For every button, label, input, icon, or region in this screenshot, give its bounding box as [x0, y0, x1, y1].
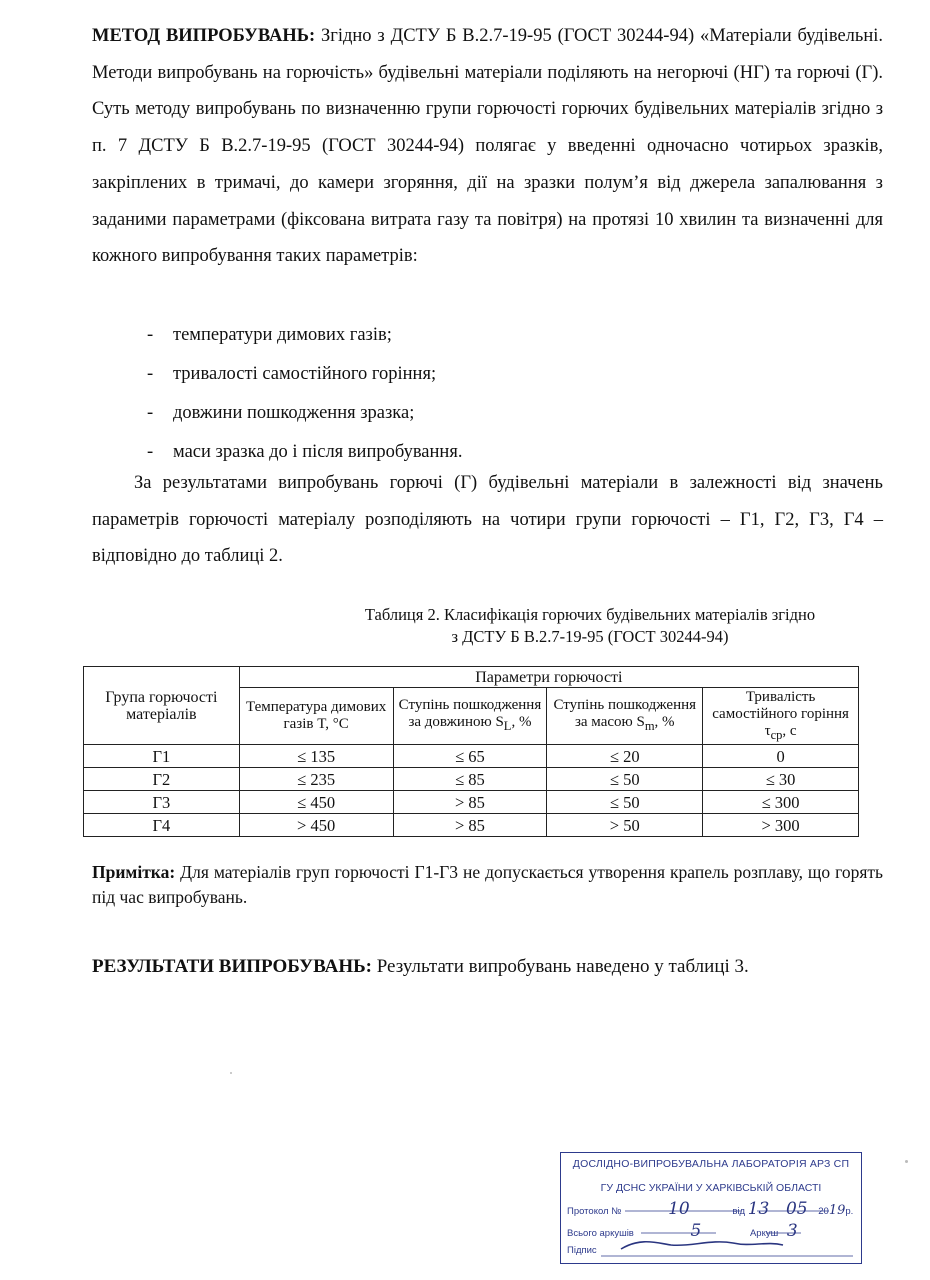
stamp-line1: ДОСЛІДНО-ВИПРОБУВАЛЬНА ЛАБОРАТОРІЯ АРЗ СП: [572, 1158, 850, 1170]
col-duration-header: Тривалість самостійного горіння $\tau_{ср}$, с: [703, 688, 859, 745]
method-text: Згідно з ДСТУ Б В.2.7-19-95 (ГОСТ 30244-94) «Матеріали будівельні. Методи випробувань на горючість» будівельні матеріали поділяють на негорючі (НГ) та горючі (Г). Суть методу випробувань по визначенню групи горючості горючих будівельних матеріалів згідно з п. 7 ДСТУ Б В.2.7-19-95 (ГОСТ 30244-94) полягає у введенні одночасно чотирьох зразків, закріплених в тримачі, до камери згоряння, дії на зразки полум’я від джерела запалювання з заданими параметрами (фіксована витрата газу та повітря) на протязі 10 хвилин та визначенні для кожного випробування таких параметрів:: [92, 26, 883, 267]
table-row: Г1 ≤ 135 ≤ 65 ≤ 20 0: [84, 745, 859, 768]
list-item: - маси зразка до і після випробування.: [147, 442, 463, 462]
method-heading: МЕТОД ВИПРОБУВАНЬ:: [92, 26, 316, 46]
note-paragraph: [92, 860, 883, 910]
params-header: Параметри горючості: [239, 667, 858, 688]
stamp-month: 05: [785, 1199, 808, 1219]
col-length-header: Ступінь пошкодження за довжиною $S_L$, %: [393, 688, 547, 745]
results-heading: РЕЗУЛЬТАТИ ВИПРОБУВАНЬ:: [92, 956, 372, 977]
protocol-number: 10: [668, 1199, 690, 1219]
stamp-protocol-row: Протокол № 10 від 13 05 2019р.: [567, 1199, 854, 1219]
groups-paragraph: За результатами випробувань горючі (Г) будівельні матеріали в залежності від значень параметрів горючості матеріалу розподіляють на чотири групи горючості – Г1, Г2, Г3, Г4 – відповідно до таблиці 2.: [92, 473, 883, 567]
table-caption-line2: з ДСТУ Б В.2.7-19-95 (ГОСТ 30244-94): [451, 627, 729, 646]
stamp-line2: ГУ ДСНС УКРАЇНИ У ХАРКІВСЬКІЙ ОБЛАСТІ: [600, 1182, 822, 1194]
sheets-total: 5: [690, 1221, 702, 1241]
note-label: Примітка:: [92, 862, 176, 882]
classification-table: [83, 666, 859, 837]
parameters-list: [147, 316, 462, 472]
stamp-sheets-row: Всього аркушів 5 Аркуш 3: [567, 1221, 798, 1241]
list-item: - тривалості самостійного горіння;: [147, 364, 437, 384]
table-caption: [290, 604, 890, 648]
lab-stamp: [560, 1152, 862, 1264]
col-temp-header: Температура димових газів T, °С: [239, 688, 393, 745]
table-row: Г3 ≤ 450 > 85 ≤ 50 ≤ 300: [84, 791, 859, 814]
results-text: Результати випробувань наведено у таблиці 3.: [371, 956, 749, 977]
table-caption-line1: Таблиця 2. Класифікація горючих будівельних матеріалів згідно: [364, 605, 816, 624]
table-row: Г2 ≤ 235 ≤ 85 ≤ 50 ≤ 30: [84, 768, 859, 791]
scan-speck: [230, 1072, 232, 1074]
results-line: [92, 952, 749, 982]
list-item: - температури димових газів;: [147, 325, 392, 345]
method-paragraph: [92, 18, 883, 275]
group-header: Група горючості матеріалів: [84, 667, 240, 745]
list-item: - довжини пошкодження зразка;: [147, 403, 415, 423]
table-row: Г4 > 450 > 85 > 50 > 300: [84, 814, 859, 837]
signature-mark: [621, 1242, 783, 1249]
stamp-sign-row: Підпис: [567, 1245, 597, 1256]
stamp-day: 13: [747, 1199, 770, 1219]
sheet-number: 3: [786, 1221, 798, 1241]
col-mass-header: Ступінь пошкодження за масою $S_m$, %: [547, 688, 703, 745]
note-text: Для матеріалів груп горючості Г1-Г3 не допускається утворення крапель розплаву, що горять під час випробувань.: [92, 862, 883, 907]
stamp-lines: [561, 1153, 861, 1263]
scan-speck: [905, 1160, 908, 1163]
